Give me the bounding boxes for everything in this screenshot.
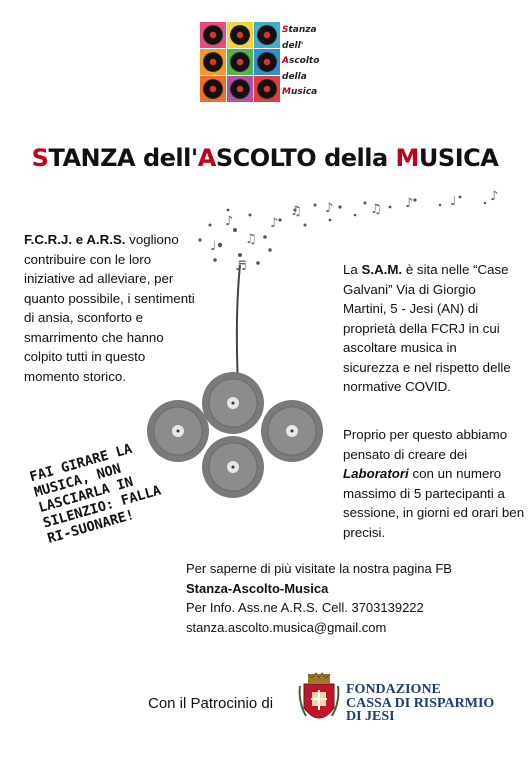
foundation-name <box>346 683 494 724</box>
svg-text:♪: ♪ <box>490 189 499 204</box>
contact-block <box>186 559 486 637</box>
vinyl-icon <box>203 52 223 72</box>
logo-wordmark: Stanza dell' Ascolto della Musica <box>282 25 320 97</box>
facebook-page-name: Stanza-Ascolto-Musica <box>186 580 329 596</box>
vinyl-icon <box>203 79 223 99</box>
logo-cell <box>227 22 253 48</box>
intro-paragraph: F.C.R.J. e A.R.S. vogliono contribuire con le loro iniziative ad alleviare, per quanto possibile, i sentimenti di ansia, sconforto e smarrimento che hanno colpito tutti in questo momento storico. <box>24 232 195 384</box>
logo-cell <box>200 22 226 48</box>
svg-text:♫: ♫ <box>245 232 257 247</box>
svg-text:♩: ♩ <box>210 239 217 254</box>
workshop-paragraph: Proprio per questo abbiamo pensato di creare dei Laboratori con un numero massimo di 5 partecipanti a sessione, in giorni ed orari ben precisi. <box>343 427 525 540</box>
vinyl-grid <box>200 22 280 102</box>
notes-burst <box>198 196 486 265</box>
vinyl-icon <box>203 25 223 45</box>
svg-text:♪: ♪ <box>225 214 234 229</box>
svg-text:♪: ♪ <box>325 201 334 216</box>
vinyl-icon <box>230 79 250 99</box>
vinyl-icon <box>257 79 277 99</box>
dandelion-stem <box>237 265 240 385</box>
foundation-crest-icon <box>298 672 340 730</box>
logo-cell <box>254 22 280 48</box>
logo-cell <box>227 49 253 75</box>
logo-cell <box>254 76 280 102</box>
contact-intro: Per saperne di più visitate la nostra pagina FB <box>186 561 452 576</box>
svg-text:♫: ♫ <box>290 204 302 219</box>
logo-cell <box>200 49 226 75</box>
logo-cell <box>254 49 280 75</box>
vinyl-icon <box>257 52 277 72</box>
vinyl-icon <box>230 25 250 45</box>
slogan: FAI GIRARE LA MUSICA, NON LASCIARLA IN SILENZIO: FALLA RI-SUONARE! <box>28 440 163 547</box>
location-paragraph: La S.A.M. è sita nelle “Case Galvani” Via di Giorgio Martini, 5 - Jesi (AN) di proprietà della FCRJ in cui ascoltare musica in sicurezza e nel rispetto delle normative COVID. <box>343 262 511 394</box>
logo <box>200 22 325 104</box>
logo-cell <box>227 76 253 102</box>
vinyl-icon <box>257 25 277 45</box>
svg-text:♪: ♪ <box>405 196 414 211</box>
phone-info: Per Info. Ass.ne A.R.S. Cell. 3703139222 <box>186 600 424 615</box>
svg-text:♫: ♫ <box>370 202 382 217</box>
svg-text:♬: ♬ <box>235 259 247 274</box>
foundation-line: DI JESI <box>346 709 395 724</box>
logo-cell <box>200 76 226 102</box>
email-address: stanza.ascolto.musica@gmail.com <box>186 619 387 635</box>
sponsor-label: Con il Patrocinio di <box>148 695 274 712</box>
vinyl-icon <box>230 52 250 72</box>
page-title: STANZA dell'ASCOLTO della MUSICA <box>31 144 499 172</box>
svg-text:♪: ♪ <box>270 216 279 231</box>
foundation-line: FONDAZIONE <box>346 682 441 697</box>
svg-text:♩: ♩ <box>450 194 457 209</box>
foundation-line: CASSA DI RISPARMIO <box>346 695 495 711</box>
